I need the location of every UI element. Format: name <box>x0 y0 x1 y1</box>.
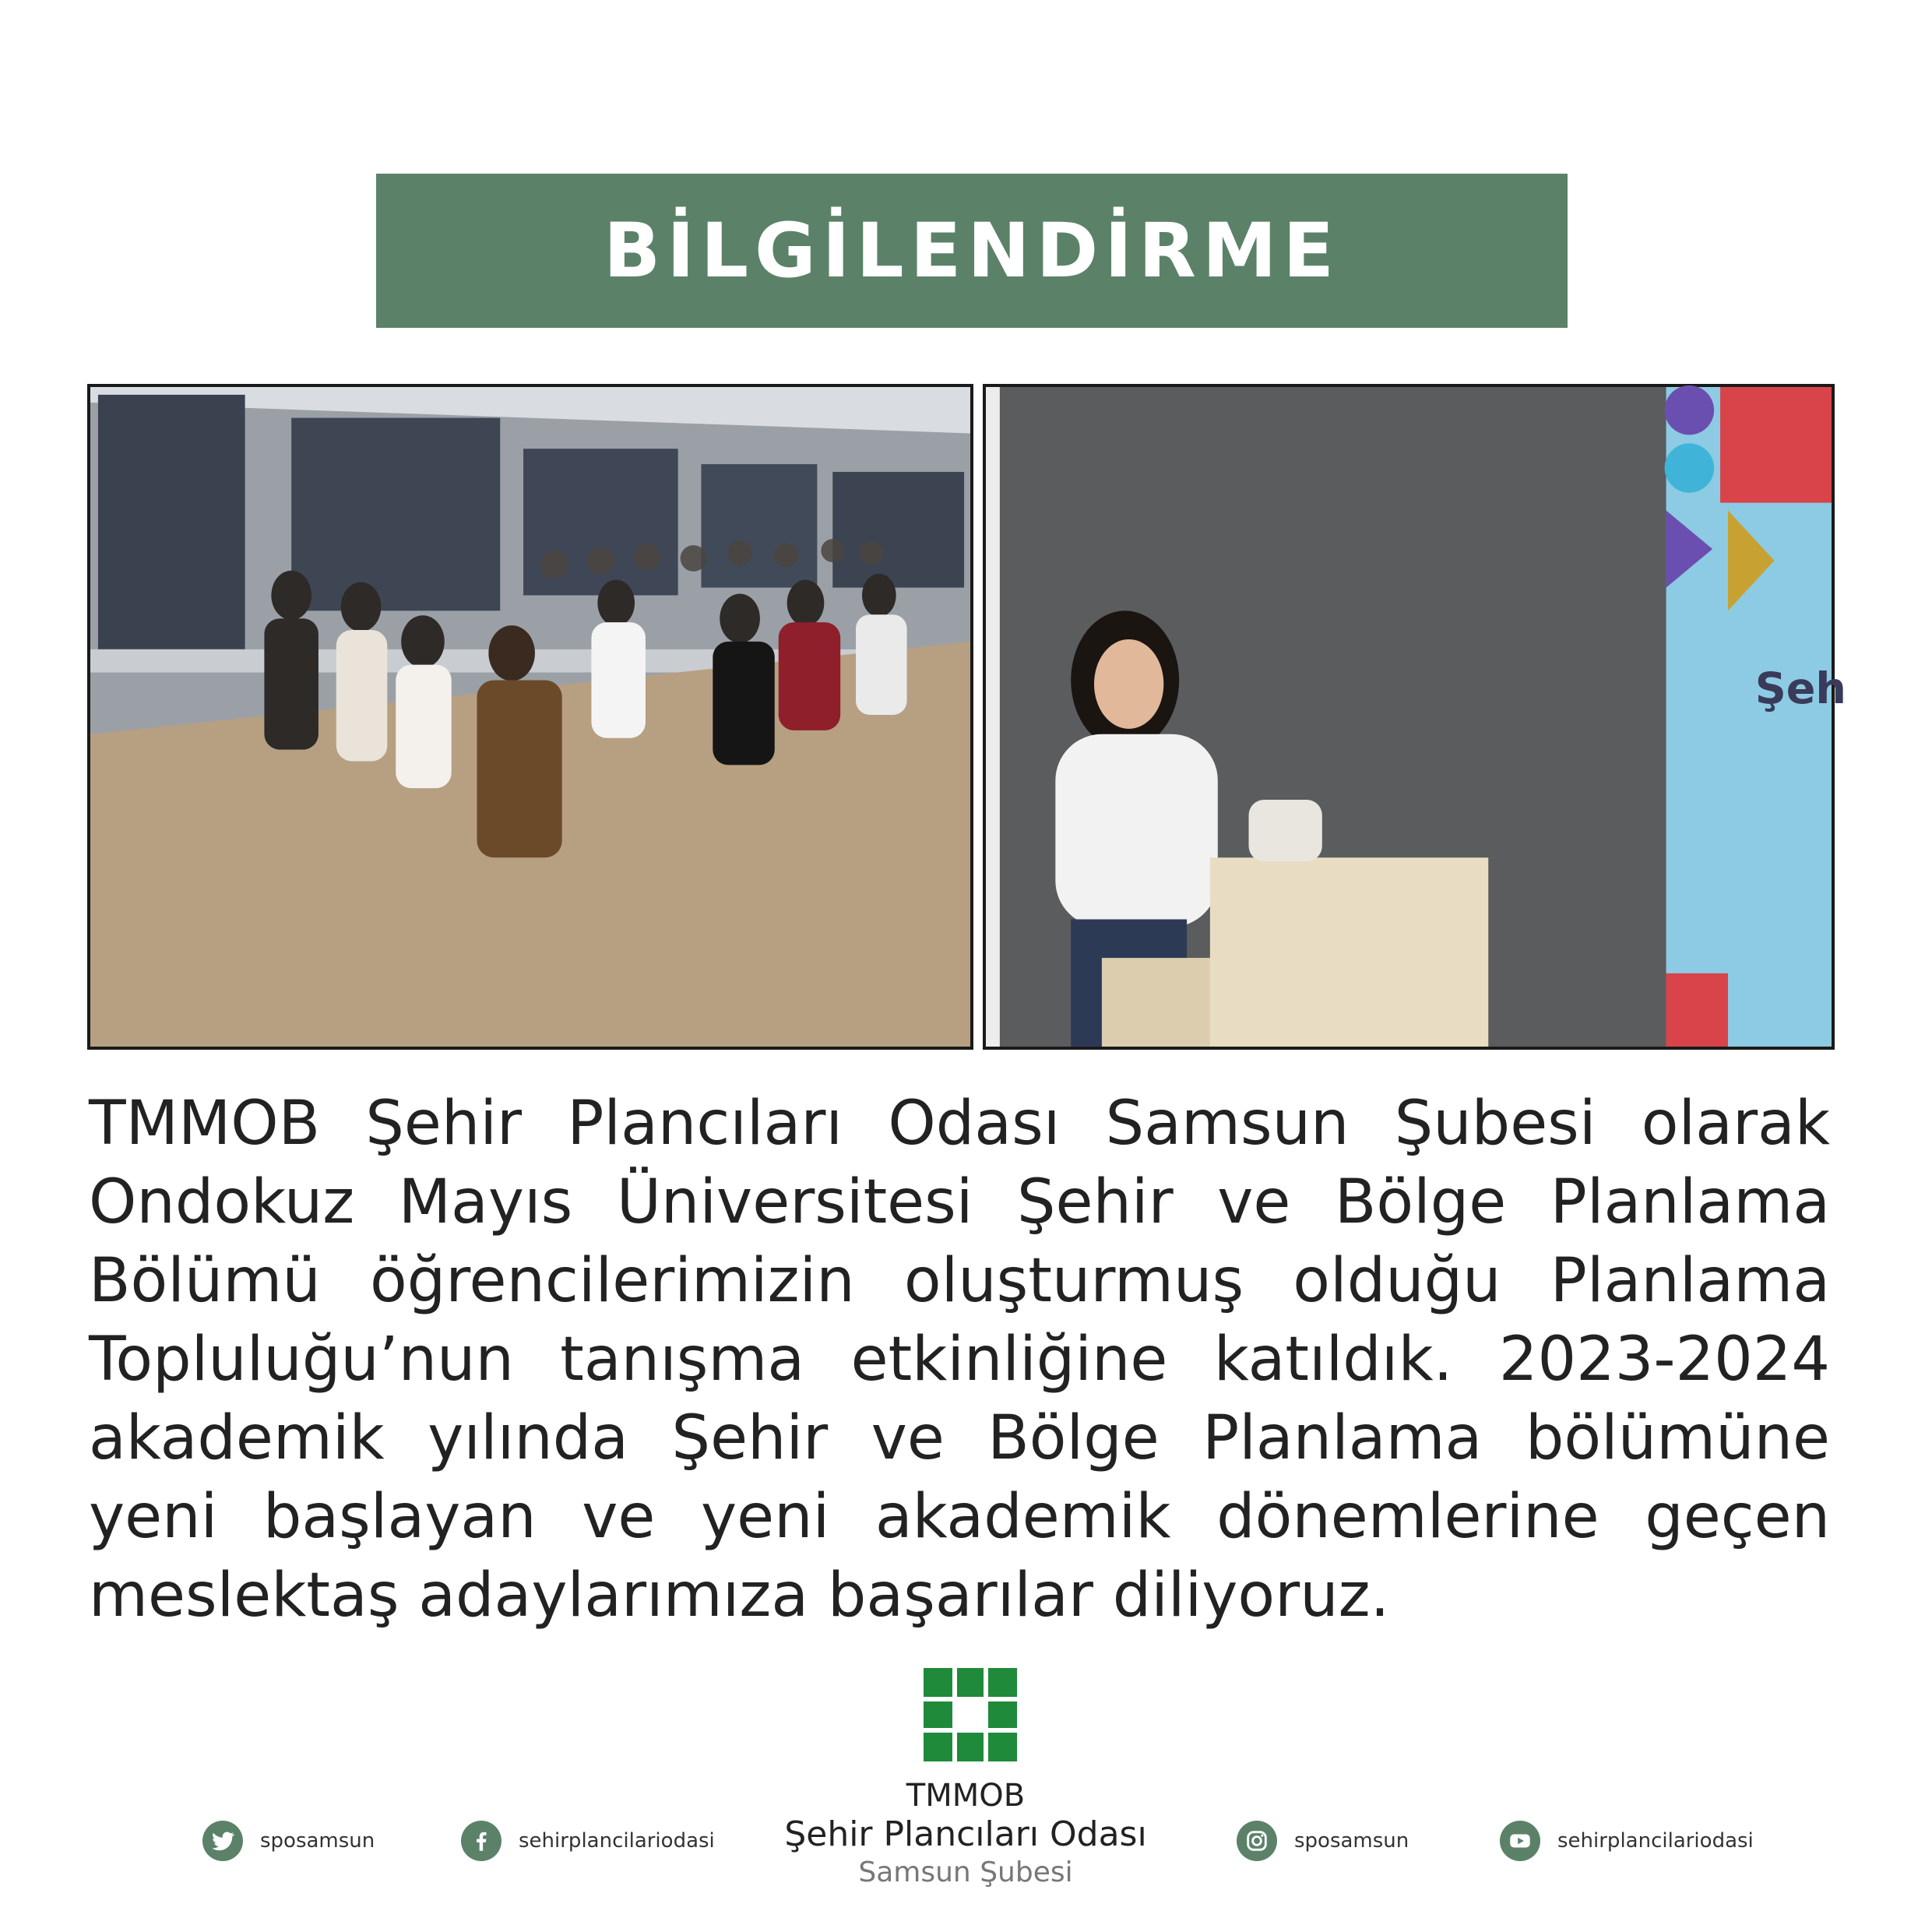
twitter-icon <box>202 1821 243 1861</box>
facebook-handle: sehirplancilariodasi <box>519 1829 715 1853</box>
youtube-handle: sehirplancilariodasi <box>1557 1829 1754 1853</box>
tmmob-logo <box>924 1668 1017 1761</box>
instagram-link[interactable] <box>1237 1819 1409 1863</box>
youtube-link[interactable] <box>1500 1819 1754 1863</box>
announcement-text: TMMOB Şehir Plancıları Odası Samsun Şubesi olarak Ondokuz Mayıs Üniversitesi Şehir ve Bölge Planlama Bölümü öğrencilerimizin oluşturmuş olduğu Planlama Topluluğu’nun tanışma etkinliğine katıldık. 2023-2024 akademik yılında Şehir ve Bölge Planlama bölümüne yeni başlayan ve yeni akademik dönemlerine geçen meslektaş adaylarımıza başarılar diliyoruz. <box>89 1089 1830 1631</box>
title-banner <box>376 174 1568 328</box>
instagram-icon <box>1237 1821 1277 1861</box>
page-title: BİLGİLENDİRME <box>603 207 1341 294</box>
org-name-line1: TMMOB <box>906 1778 1026 1814</box>
audience-photo <box>87 384 973 1050</box>
facebook-icon <box>461 1821 501 1861</box>
speaker-photo <box>983 384 1847 1050</box>
org-branch: Samsun Şubesi <box>858 1856 1073 1888</box>
twitter-handle: sposamsun <box>260 1829 375 1853</box>
twitter-link[interactable] <box>202 1819 375 1863</box>
instagram-handle: sposamsun <box>1294 1829 1409 1853</box>
youtube-icon <box>1500 1821 1540 1861</box>
screen-text: Şeh <box>1754 663 1847 715</box>
org-name-line2: Şehir Plancıları Odası <box>784 1814 1147 1854</box>
facebook-link[interactable] <box>461 1819 715 1863</box>
